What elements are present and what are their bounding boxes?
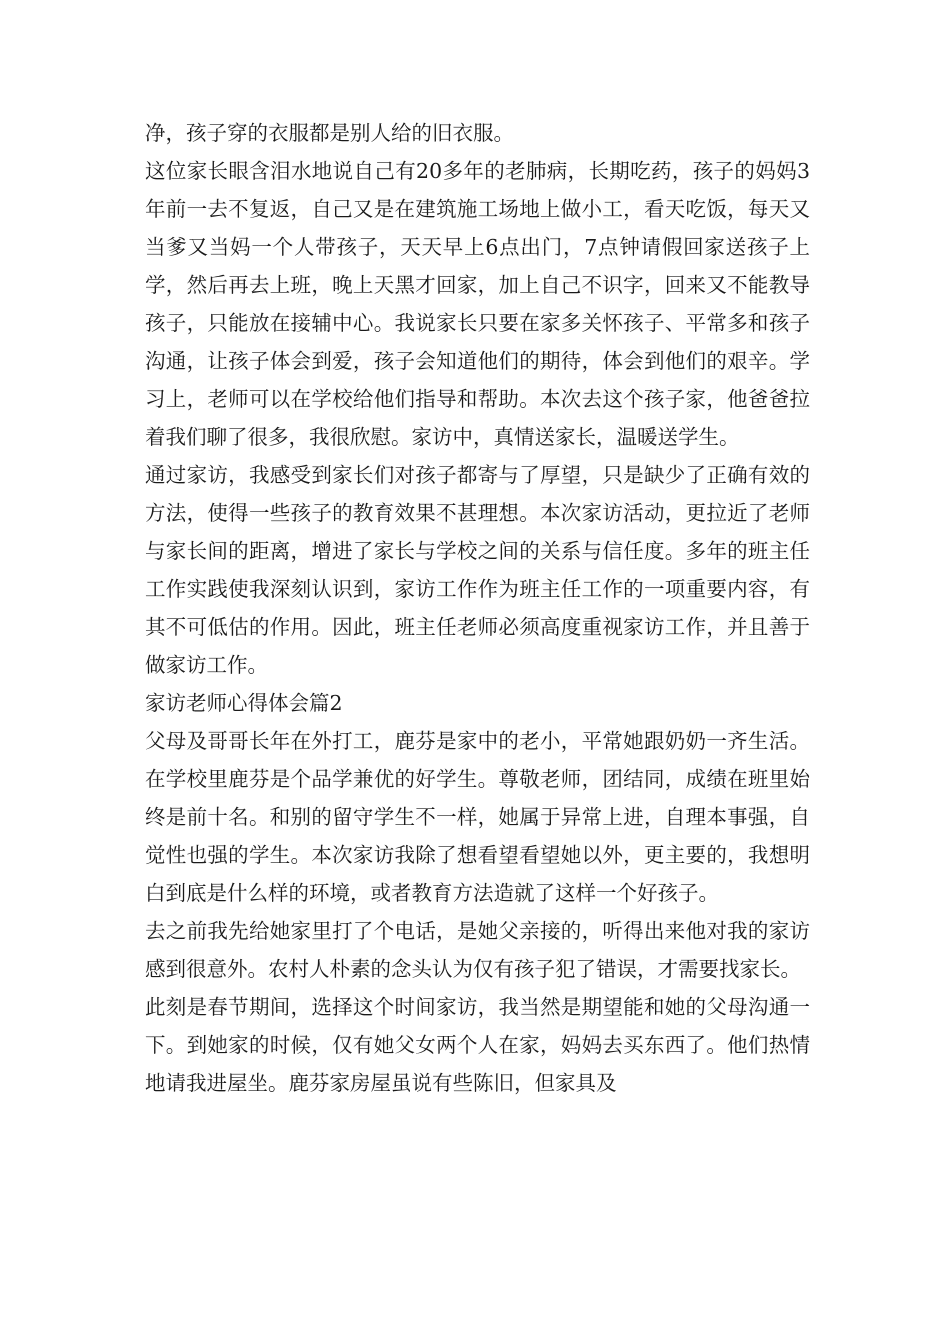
- paragraph-4: 父母及哥哥长年在外打工，鹿芬是家中的老小，平常她跟奶奶一齐生活。在学校里鹿芬是个品学兼优的好学生。尊敬老师，团结同，成绩在班里始终是前十名。和别的留守学生不一样，她属于异常上进，自理本事强，自觉性也强的学生。本次家访我除了想看望看望她以外，更主要的，我想明白到底是什么样的环境，或者教育方法造就了这样一个好孩子。: [145, 729, 810, 905]
- document-body: [145, 114, 810, 1102]
- paragraph-3: 通过家访，我感受到家长们对孩子都寄与了厚望，只是缺少了正确有效的方法，使得一些孩子的教育效果不甚理想。本次家访活动，更拉近了老师与家长间的距离，增进了家长与学校之间的关系与信任度。多年的班主任工作实践使我深刻认识到，家访工作作为班主任工作的一项重要内容，有其不可低估的作用。因此，班主任老师必须高度重视家访工作，并且善于做家访工作。: [145, 463, 810, 677]
- paragraph-5: 去之前我先给她家里打了个电话，是她父亲接的，听得出来他对我的家访感到很意外。农村人朴素的念头认为仅有孩子犯了错误，才需要找家长。: [145, 919, 810, 981]
- paragraph-1: 净，孩子穿的衣服都是别人给的旧衣服。: [145, 121, 514, 145]
- section-heading: 家访老师心得体会篇2: [145, 691, 343, 715]
- paragraph-2: 这位家长眼含泪水地说自己有20多年的老肺病，长期吃药，孩子的妈妈3年前一去不复返，自己又是在建筑施工场地上做小工，看天吃饭，每天又当爹又当妈一个人带孩子，天天早上6点出门，7点钟请假回家送孩子上学，然后再去上班，晚上天黑才回家，加上自己不识字，回来又不能教导孩子，只能放在接辅中心。我说家长只要在家多关怀孩子、平常多和孩子沟通，让孩子体会到爱，孩子会知道他们的期待，体会到他们的艰辛。学习上，老师可以在学校给他们指导和帮助。本次去这个孩子家，他爸爸拉着我们聊了很多，我很欣慰。家访中，真情送家长，温暖送学生。: [145, 159, 810, 449]
- paragraph-6: 此刻是春节期间，选择这个时间家访，我当然是期望能和她的父母沟通一下。到她家的时候，仅有她父女两个人在家，妈妈去买东西了。他们热情地请我进屋坐。鹿芬家房屋虽说有些陈旧，但家具及: [145, 995, 810, 1095]
